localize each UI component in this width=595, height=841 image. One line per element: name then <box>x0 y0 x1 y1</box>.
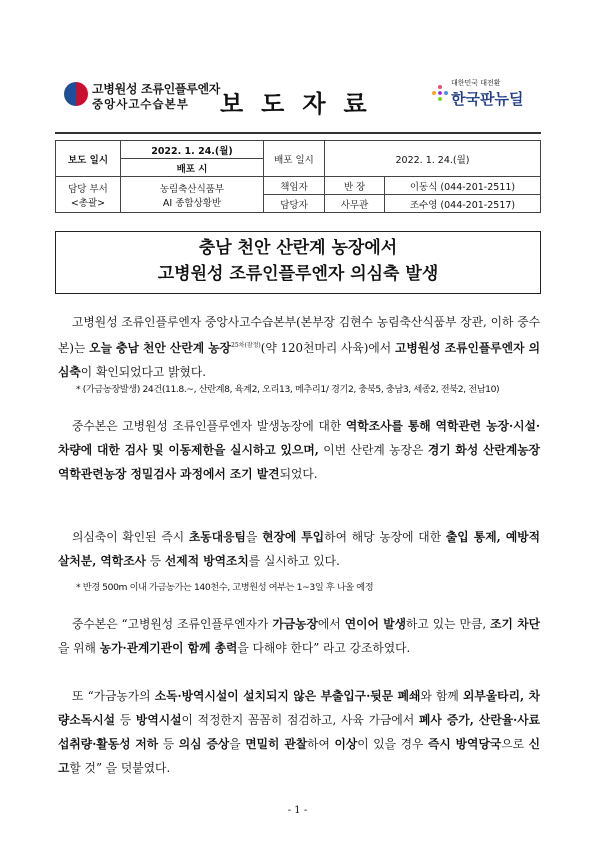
p5-bold5: 의심 증상 <box>178 737 230 751</box>
p3-bold3: 출입 통제, 예방적 살처분, 역학조사 <box>58 530 541 568</box>
staff-role: 담당자 <box>264 195 325 213</box>
p5-text8: 이 있을 경우 <box>357 737 428 751</box>
p5-text10: 할 것” 을 덧붙였다. <box>69 761 171 775</box>
p3-text4: 등 <box>146 554 165 568</box>
release-time-value: 배포 시 <box>121 159 264 177</box>
p2-text: 중수본은 고병원성 조류인플루엔자 발생농장에 대한 <box>72 419 346 433</box>
p4-bold: 가금농장 <box>272 617 318 631</box>
manager-title: 반 장 <box>325 177 385 195</box>
government-emblem-icon <box>64 82 88 106</box>
p5-text6: 을 <box>229 737 246 751</box>
department-label-sub: <총괄> <box>70 197 106 209</box>
p1-text: 고병원성 조류인플루엔자 중앙사고수습본부(본부장 김현수 농림축산식품부 장관, 이하 중수본)는 <box>58 315 540 355</box>
p5-bold: 소독·방역시설이 설치되지 않은 부출입구·뒷문 폐쇄 <box>154 689 421 703</box>
p3-bold4: 선제적 방역조치 <box>164 554 249 568</box>
p2-text3: 되었다. <box>279 467 318 481</box>
p5-bold6: 면밀히 관찰 <box>245 737 308 751</box>
p3-text: 의심축이 확인된 즉시 <box>72 530 189 544</box>
org-name-line1: 고병원성 조류인플루엔자 <box>92 82 221 96</box>
p4-text4: 을 위해 <box>58 641 100 655</box>
paragraph-2 <box>58 414 540 486</box>
distribution-date-label: 배포 일시 <box>264 141 325 177</box>
p5-bold9: 신고 <box>58 737 541 775</box>
p2-text2: 이번 산란계 농장은 <box>318 443 428 457</box>
page-number: - 1 - <box>287 805 308 816</box>
p4-text: 중수본은 “고병원성 조류인플루엔자가 <box>72 617 273 631</box>
p5-bold8: 즉시 방역당국 <box>427 737 502 751</box>
p1-text3: 이 확인되었다고 밝혔다. <box>80 364 207 379</box>
paragraph-1 <box>58 310 540 384</box>
p3-bold2: 현장에 투입 <box>262 530 325 544</box>
headline-line2: 고병원성 조류인플루엔자 의심축 발생 <box>157 264 439 284</box>
department-team: AI 종합상황반 <box>162 197 222 209</box>
release-date-label: 보도 일시 <box>56 141 121 177</box>
p5-text9: 으로 <box>501 737 529 751</box>
p5-text: 또 “가금농가의 <box>72 689 155 703</box>
p5-text2: 와 함께 <box>420 689 463 703</box>
p3-text3: 하여 해당 농장에 대한 <box>324 530 446 544</box>
p5-bold7: 이상 <box>334 737 358 751</box>
department-label <box>56 177 121 213</box>
p5-text5: 등 <box>158 737 179 751</box>
p1-sup: 25차(잠정) <box>231 342 261 349</box>
department-name: 농림축산식품부 <box>159 183 225 195</box>
p3-text5: 를 실시하고 있다. <box>248 554 340 568</box>
staff-title: 사무관 <box>325 195 385 213</box>
p4-bold2: 연이어 발생 <box>344 617 407 631</box>
p5-text7: 하여 <box>307 737 335 751</box>
p4-bold3: 조기 차단 <box>490 617 540 631</box>
headline-box <box>55 231 541 294</box>
manager-role: 책임자 <box>264 177 325 195</box>
p4-bold4: 농가·관계기관이 함께 총력 <box>99 641 238 655</box>
p5-text4: 이 적정한지 꼼꼼히 점검하고, 사육 가금에서 <box>181 713 419 727</box>
page-title: 보도자료 <box>220 90 385 118</box>
p5-bold3: 방역시설 <box>135 713 182 727</box>
p3-text2: 을 <box>245 530 263 544</box>
p4-text5: 을 다해야 한다” 라고 강조하였다. <box>237 641 411 655</box>
p2-bold2: 경기 화성 산란계농장 역학관련농장 정밀검사 과정에서 조기 발견 <box>58 443 541 481</box>
p2-bold: 역학조사를 통해 역학관련 농장·시설·차량에 대한 검사 및 이동제한을 실시하고 있으며, <box>58 419 540 457</box>
p5-text3: 등 <box>114 713 136 727</box>
paragraph-5 <box>58 684 540 780</box>
release-info-table <box>55 140 541 213</box>
manager-name: 이동식 (044-201-2511) <box>385 177 541 195</box>
department-value <box>121 177 264 213</box>
new-deal-logo-icon <box>431 84 449 102</box>
brand-name: 한국판뉴딜 <box>451 90 524 108</box>
org-name-line2: 중앙사고수습본부 <box>92 97 189 111</box>
p5-bold4: 폐사 증가, 산란율·사료섭취량·활동성 저하 <box>58 713 541 751</box>
paragraph-4 <box>58 612 540 660</box>
staff-name: 조수영 (044-201-2517) <box>385 195 541 213</box>
brand-tagline: 대한민국 대전환 <box>451 79 501 87</box>
p1-bold: 오늘 충남 천안 산란계 농장 <box>89 340 232 355</box>
p5-bold2: 외부울타리, 차량소독시설 <box>58 689 541 727</box>
p4-text3: 하고 있는 만큼, <box>406 617 491 631</box>
p1-bold2: 고병원성 조류인플루엔자 의심축 <box>58 340 540 379</box>
release-date-value: 2022. 1. 24.(월) <box>121 141 264 159</box>
note-1: * (가금농장발생) 24건(11.8.~, 산란계8, 육계2, 오리13, 메추리1/ 경기2, 충북5, 충남3, 세종2, 전북2, 전남10) <box>76 384 500 395</box>
p3-bold: 초동대응팀 <box>188 530 246 544</box>
headline-line1: 충남 천안 산란계 농장에서 <box>198 238 398 258</box>
paragraph-3 <box>58 525 540 573</box>
distribution-date-value: 2022. 1. 24.(월) <box>325 141 541 177</box>
p1-text2: (약 120천마리 사육)에서 <box>260 340 395 355</box>
department-label-text: 담당 부서 <box>68 183 108 195</box>
p4-text2: 에서 <box>317 617 345 631</box>
note-2: * 반경 500m 이내 가금농가는 140천수, 고병원성 여부는 1~3일 후 나올 예정 <box>76 582 374 593</box>
